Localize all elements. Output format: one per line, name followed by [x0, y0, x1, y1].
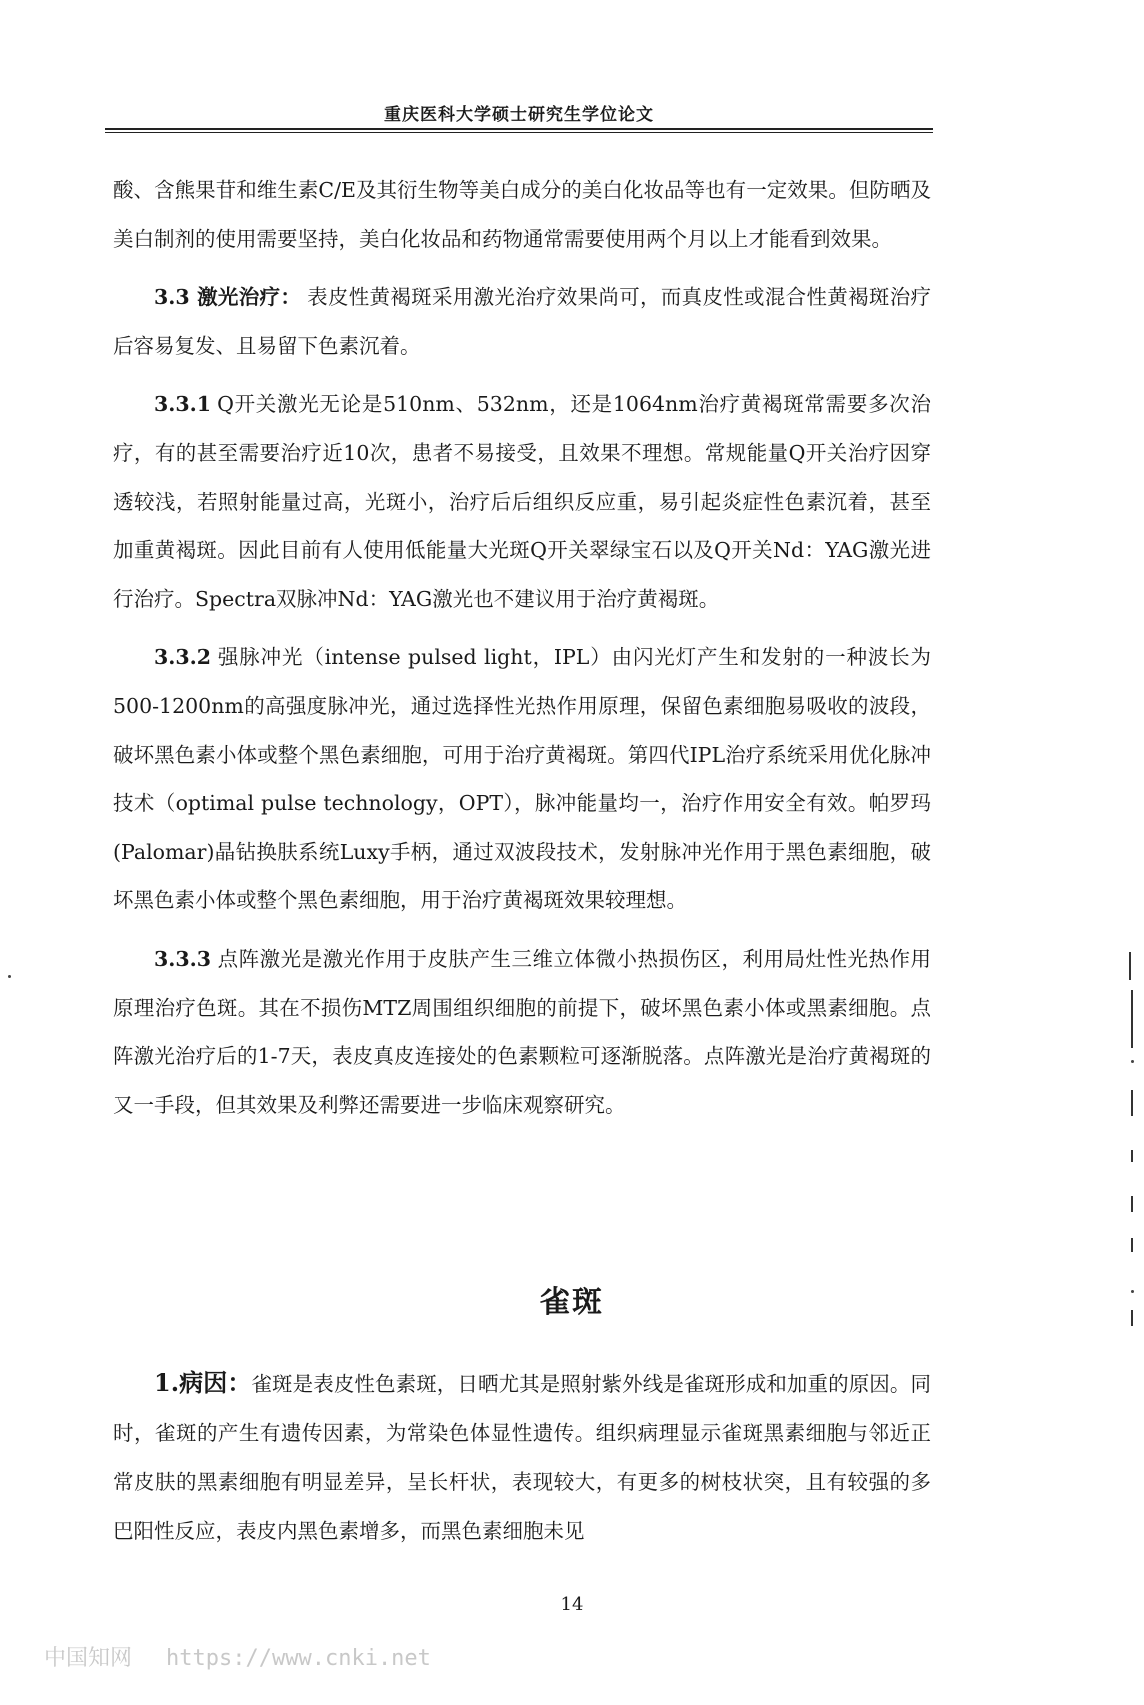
paragraph-3-3-2	[113, 633, 931, 925]
scan-mark	[1131, 1238, 1133, 1252]
header-rule-thin	[105, 132, 933, 133]
section-heading-3-3: 3.3 激光治疗：	[154, 285, 302, 310]
paragraph-text: 表皮性黄褐斑采用激光治疗效果尚可，而真皮性或混合性黄褐斑治疗后容易复发、且易留下色素沉着。	[113, 285, 931, 358]
watermark-url: https://www.cnki.net	[166, 1646, 431, 1671]
scan-mark	[1131, 1196, 1133, 1212]
section-title: 雀斑	[540, 1285, 604, 1320]
paragraph-text: 强脉冲光（intense pulsed light，IPL）由闪光灯产生和发射的一种波长为500-1200nm的高强度脉冲光，通过选择性光热作用原理，保留色素细胞易吸收的波段，破坏黑色素小体或整个黑色素细胞，可用于治疗黄褐斑。第四代IPL治疗系统采用优化脉冲技术（optimal pulse technology，OPT），脉冲能量均一，治疗作用安全有效。帕罗玛(Palomar)晶钻换肤系统Luxy手柄，通过双波段技术，发射脉冲光作用于黑色素细胞，破坏黑色素小体或整个黑色素细胞，用于治疗黄褐斑效果较理想。	[113, 645, 931, 913]
scan-mark	[1131, 1150, 1133, 1162]
paragraph-text: 雀斑是表皮性色素斑，日晒尤其是照射紫外线是雀斑形成和加重的原因。同时，雀斑的产生有遗传因素，为常染色体显性遗传。组织病理显示雀斑黑素细胞与邻近正常皮肤的黑素细胞有明显差异，呈长杆状，表现较大，有更多的树枝状突，且有较强的多巴阳性反应，表皮内黑色素增多，而黑色素细胞未见	[113, 1372, 931, 1543]
section-number-3-3-2: 3.3.2	[154, 645, 212, 670]
scan-mark	[1131, 1310, 1133, 1326]
paragraph-text: 点阵激光是激光作用于皮肤产生三维立体微小热损伤区，利用局灶性光热作用原理治疗色斑。其在不损伤MTZ周围组织细胞的前提下，破坏黑色素小体或黑素细胞。点阵激光治疗后的1-7天，表皮真皮连接处的色素颗粒可逐渐脱落。点阵激光是治疗黄褐斑的又一手段，但其效果及利弊还需要进一步临床观察研究。	[113, 946, 931, 1117]
paragraph-3-3-1	[113, 380, 931, 623]
watermark	[44, 1641, 431, 1672]
paragraph-3-3-3	[113, 935, 931, 1129]
scan-speck	[1131, 1060, 1134, 1063]
paragraph-3-3	[113, 273, 931, 370]
paragraph-etiology	[113, 1358, 931, 1556]
subsection-heading: 1.病因：	[154, 1368, 252, 1397]
section-number-3-3-3: 3.3.3	[154, 946, 212, 971]
section-body	[113, 1358, 931, 1556]
paragraph-text: Q开关激光无论是510nm、532nm，还是1064nm治疗黄褐斑常需要多次治疗，有的甚至需要治疗近10次，患者不易接受，且效果不理想。常规能量Q开关治疗因穿透较浅，若照射能量过高，光斑小，治疗后后组织反应重，易引起炎症性色素沉着，甚至加重黄褐斑。因此目前有人使用低能量大光斑Q开关翠绿宝石以及Q开关Nd：YAG激光进行治疗。Spectra双脉冲Nd：YAG激光也不建议用于治疗黄褐斑。	[113, 392, 931, 611]
page-number: 14	[560, 1594, 584, 1615]
scan-speck	[8, 975, 11, 978]
scan-speck	[1131, 1290, 1134, 1293]
header-rule	[105, 128, 933, 130]
scan-mark	[1131, 1090, 1133, 1116]
body-text	[113, 166, 931, 1129]
scan-mark	[1131, 990, 1133, 1048]
running-header: 重庆医科大学硕士研究生学位论文	[384, 105, 654, 125]
section-number-3-3-1: 3.3.1	[154, 392, 212, 417]
watermark-brand: 中国知网	[44, 1646, 133, 1671]
scan-mark	[1129, 952, 1131, 980]
paragraph: 酸、含熊果苷和维生素C/E及其衍生物等美白成分的美白化妆品等也有一定效果。但防晒及美白制剂的使用需要坚持，美白化妆品和药物通常需要使用两个月以上才能看到效果。	[113, 178, 931, 251]
